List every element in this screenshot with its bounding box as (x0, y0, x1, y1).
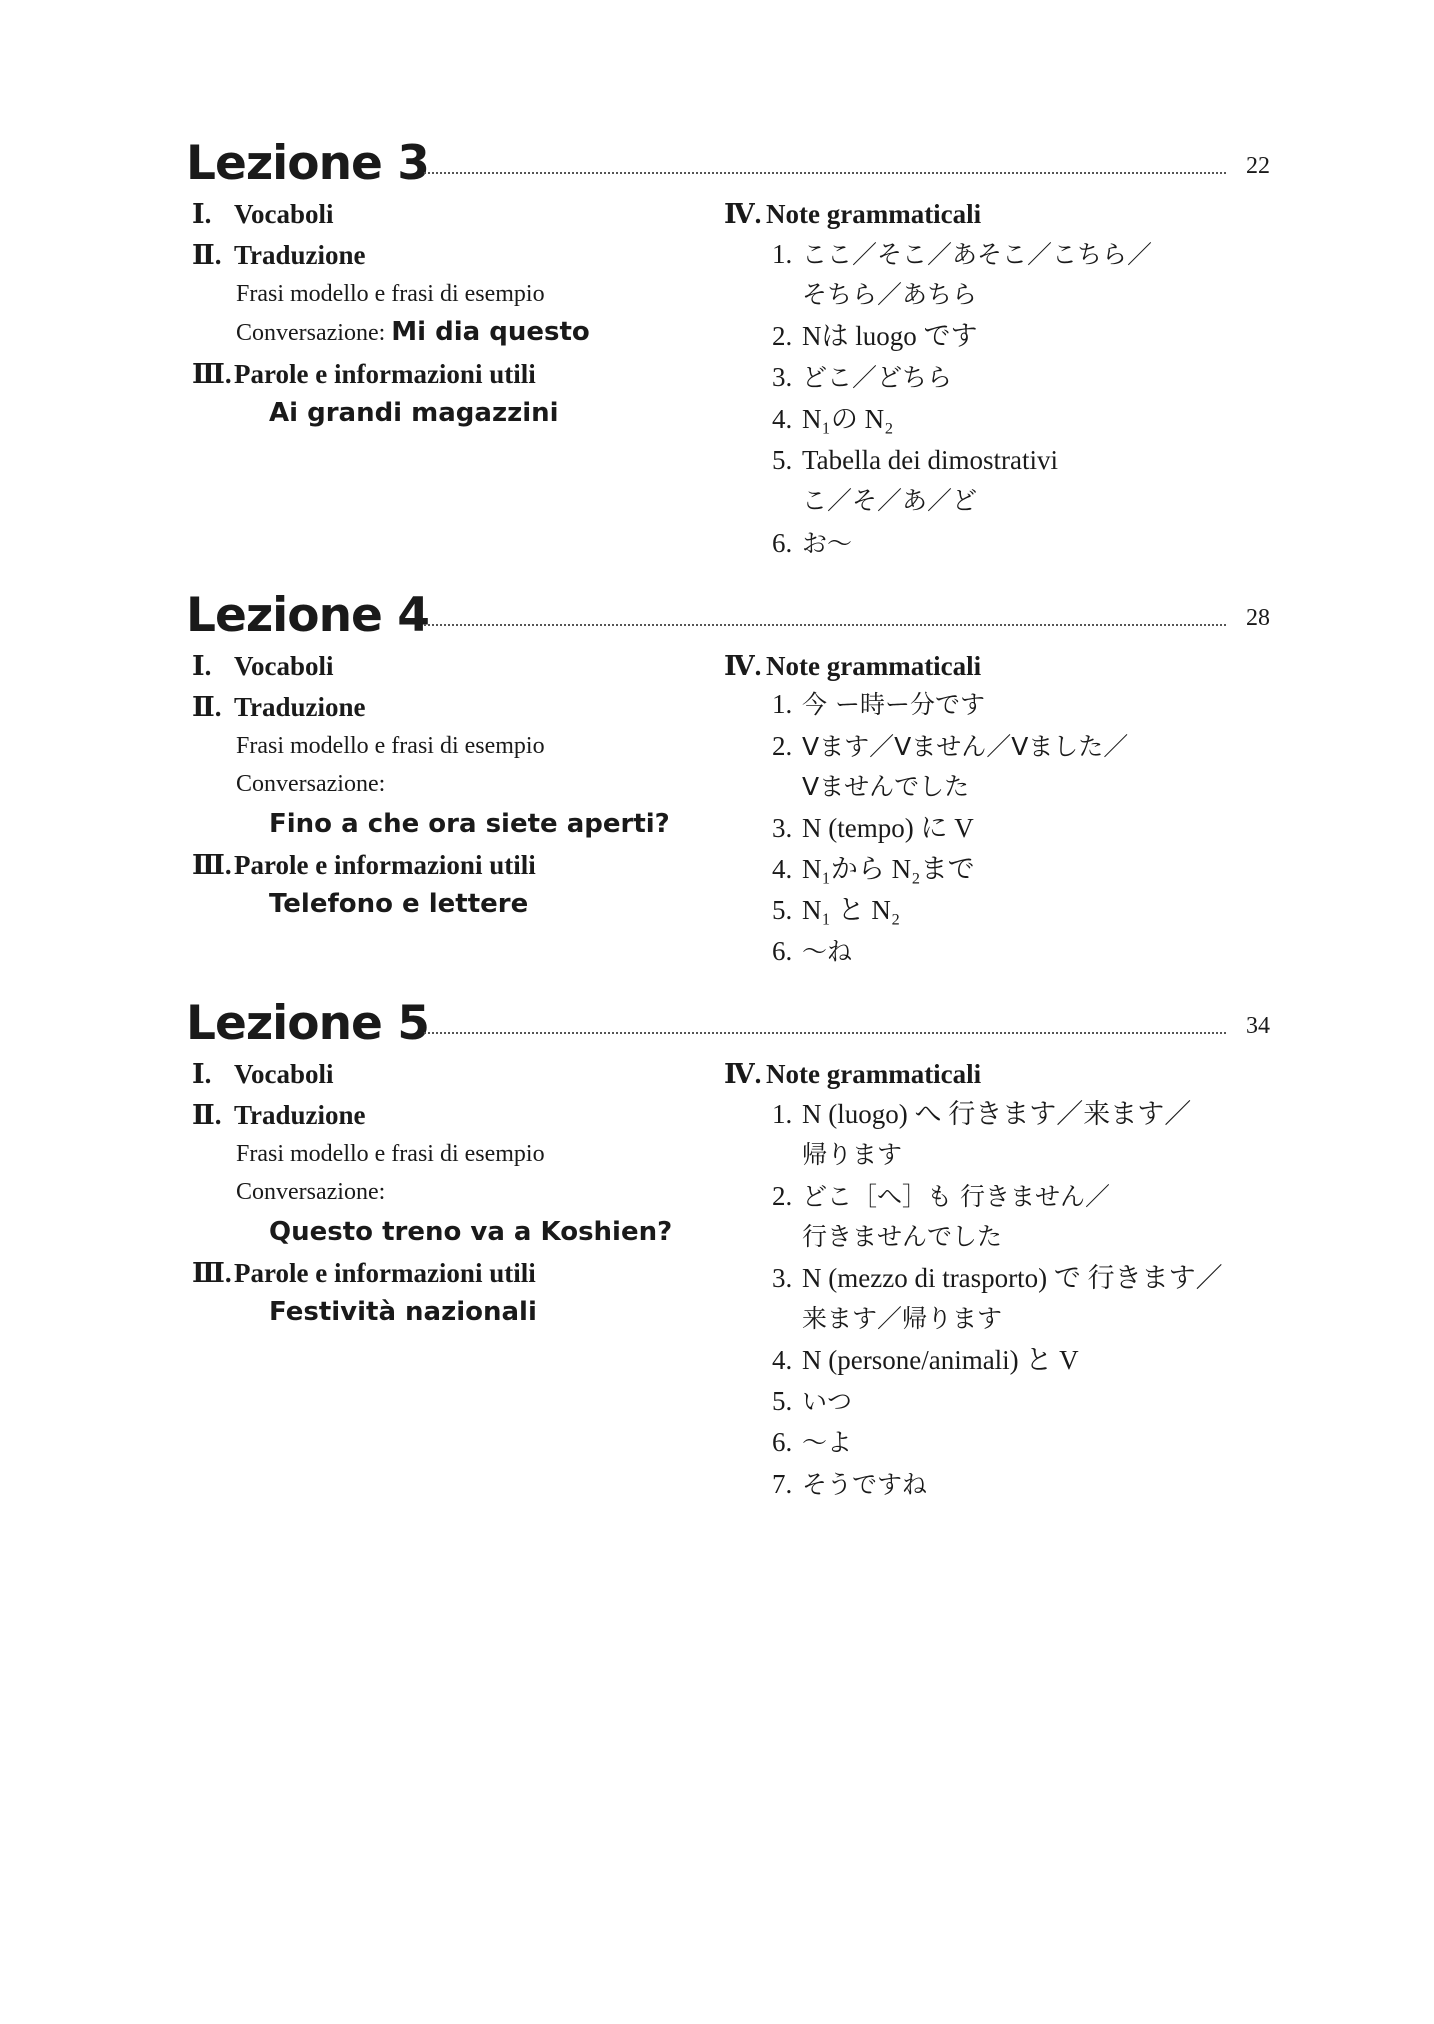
subsection-conversazione: Conversazione: (236, 1179, 386, 1205)
section-note-grammaticali: Ⅳ. Note grammaticali (724, 199, 982, 229)
page-number: 28 (1246, 605, 1270, 631)
section-parole: Ⅲ.Parole e informazioni utili (192, 850, 536, 880)
note-item: 2. Vます／Vません／Vました／ (772, 731, 1129, 761)
section-parole: Ⅲ.Parole e informazioni utili (192, 359, 536, 389)
note-item-continued: そちら／あちら (802, 280, 978, 309)
section-traduzione: Ⅱ. Traduzione (192, 1100, 366, 1130)
subsection-frasi: Frasi modello e frasi di esempio (236, 733, 545, 759)
note-item-continued: こ／そ／あ／ど (802, 486, 978, 515)
lesson-title: Lezione 3 (186, 136, 429, 191)
section-traduzione: Ⅱ. Traduzione (192, 692, 366, 722)
lesson-header (186, 586, 1270, 646)
note-item: 3. N (mezzo di trasporto) で 行きます／ (772, 1263, 1223, 1293)
dot-leader (424, 624, 1226, 626)
section-traduzione: Ⅱ. Traduzione (192, 240, 366, 270)
note-item: 4. N₁から N₂まで (772, 854, 975, 884)
note-item: 5. Tabella dei dimostrativi (772, 445, 1059, 475)
note-item: 5. N₁ と N₂ (772, 895, 901, 925)
conversation-title: Fino a che ora siete aperti? (269, 809, 670, 839)
topic-title: Festività nazionali (269, 1297, 537, 1327)
note-item: 3. どこ／どちら (772, 362, 953, 392)
note-item: 4. N₁の N₂ (772, 404, 894, 434)
subsection-frasi: Frasi modello e frasi di esempio (236, 1141, 545, 1167)
subsection-conversazione: Conversazione: Mi dia questo (236, 317, 590, 347)
page-number: 34 (1246, 1013, 1270, 1039)
note-item-continued: 帰ります (802, 1140, 903, 1169)
topic-title: Ai grandi magazzini (269, 398, 559, 428)
section-vocaboli: Ⅰ. Vocaboli (192, 199, 334, 229)
conversation-title: Mi dia questo (391, 317, 590, 347)
note-item: 2. どこ［へ］も 行きません／ (772, 1181, 1110, 1211)
subsection-frasi: Frasi modello e frasi di esempio (236, 281, 545, 307)
lesson-4 (186, 586, 1270, 966)
note-item-continued: 来ます／帰ります (802, 1304, 1003, 1333)
note-item: 6. ～ね (772, 936, 853, 966)
section-note-grammaticali: Ⅳ. Note grammaticali (724, 1059, 982, 1089)
note-item-continued: 行きませんでした (802, 1222, 1003, 1251)
page-number: 22 (1246, 153, 1270, 179)
note-item: 3. N (tempo) に V (772, 813, 974, 843)
note-item: 1. ここ／そこ／あそこ／こちら／ (772, 239, 1153, 269)
topic-title: Telefono e lettere (269, 889, 529, 919)
dot-leader (424, 172, 1226, 174)
note-item: 6. お～ (772, 528, 853, 558)
section-parole: Ⅲ.Parole e informazioni utili (192, 1258, 536, 1288)
note-item: 4. N (persone/animali) と V (772, 1345, 1079, 1375)
dot-leader (424, 1032, 1226, 1034)
section-vocaboli: Ⅰ. Vocaboli (192, 1059, 334, 1089)
lesson-3 (186, 134, 1270, 558)
lesson-header (186, 134, 1270, 194)
lesson-title: Lezione 4 (186, 588, 429, 643)
note-item: 6. ～よ (772, 1427, 853, 1457)
conversation-title: Questo treno va a Koshien? (269, 1217, 673, 1247)
lesson-header (186, 994, 1270, 1054)
section-note-grammaticali: Ⅳ. Note grammaticali (724, 651, 982, 681)
lesson-5 (186, 994, 1270, 1499)
note-item-continued: Vませんでした (802, 772, 970, 801)
note-item: 1. 今 ー時ー分です (772, 689, 985, 719)
subsection-conversazione: Conversazione: (236, 771, 386, 797)
section-vocaboli: Ⅰ. Vocaboli (192, 651, 334, 681)
note-item: 2. Nは luogo です (772, 321, 978, 351)
note-item: 5. いつ (772, 1386, 853, 1416)
note-item: 1. N (luogo) へ 行きます／来ます／ (772, 1099, 1192, 1129)
lesson-title: Lezione 5 (186, 996, 429, 1051)
note-item: 7. そうですね (772, 1469, 928, 1499)
